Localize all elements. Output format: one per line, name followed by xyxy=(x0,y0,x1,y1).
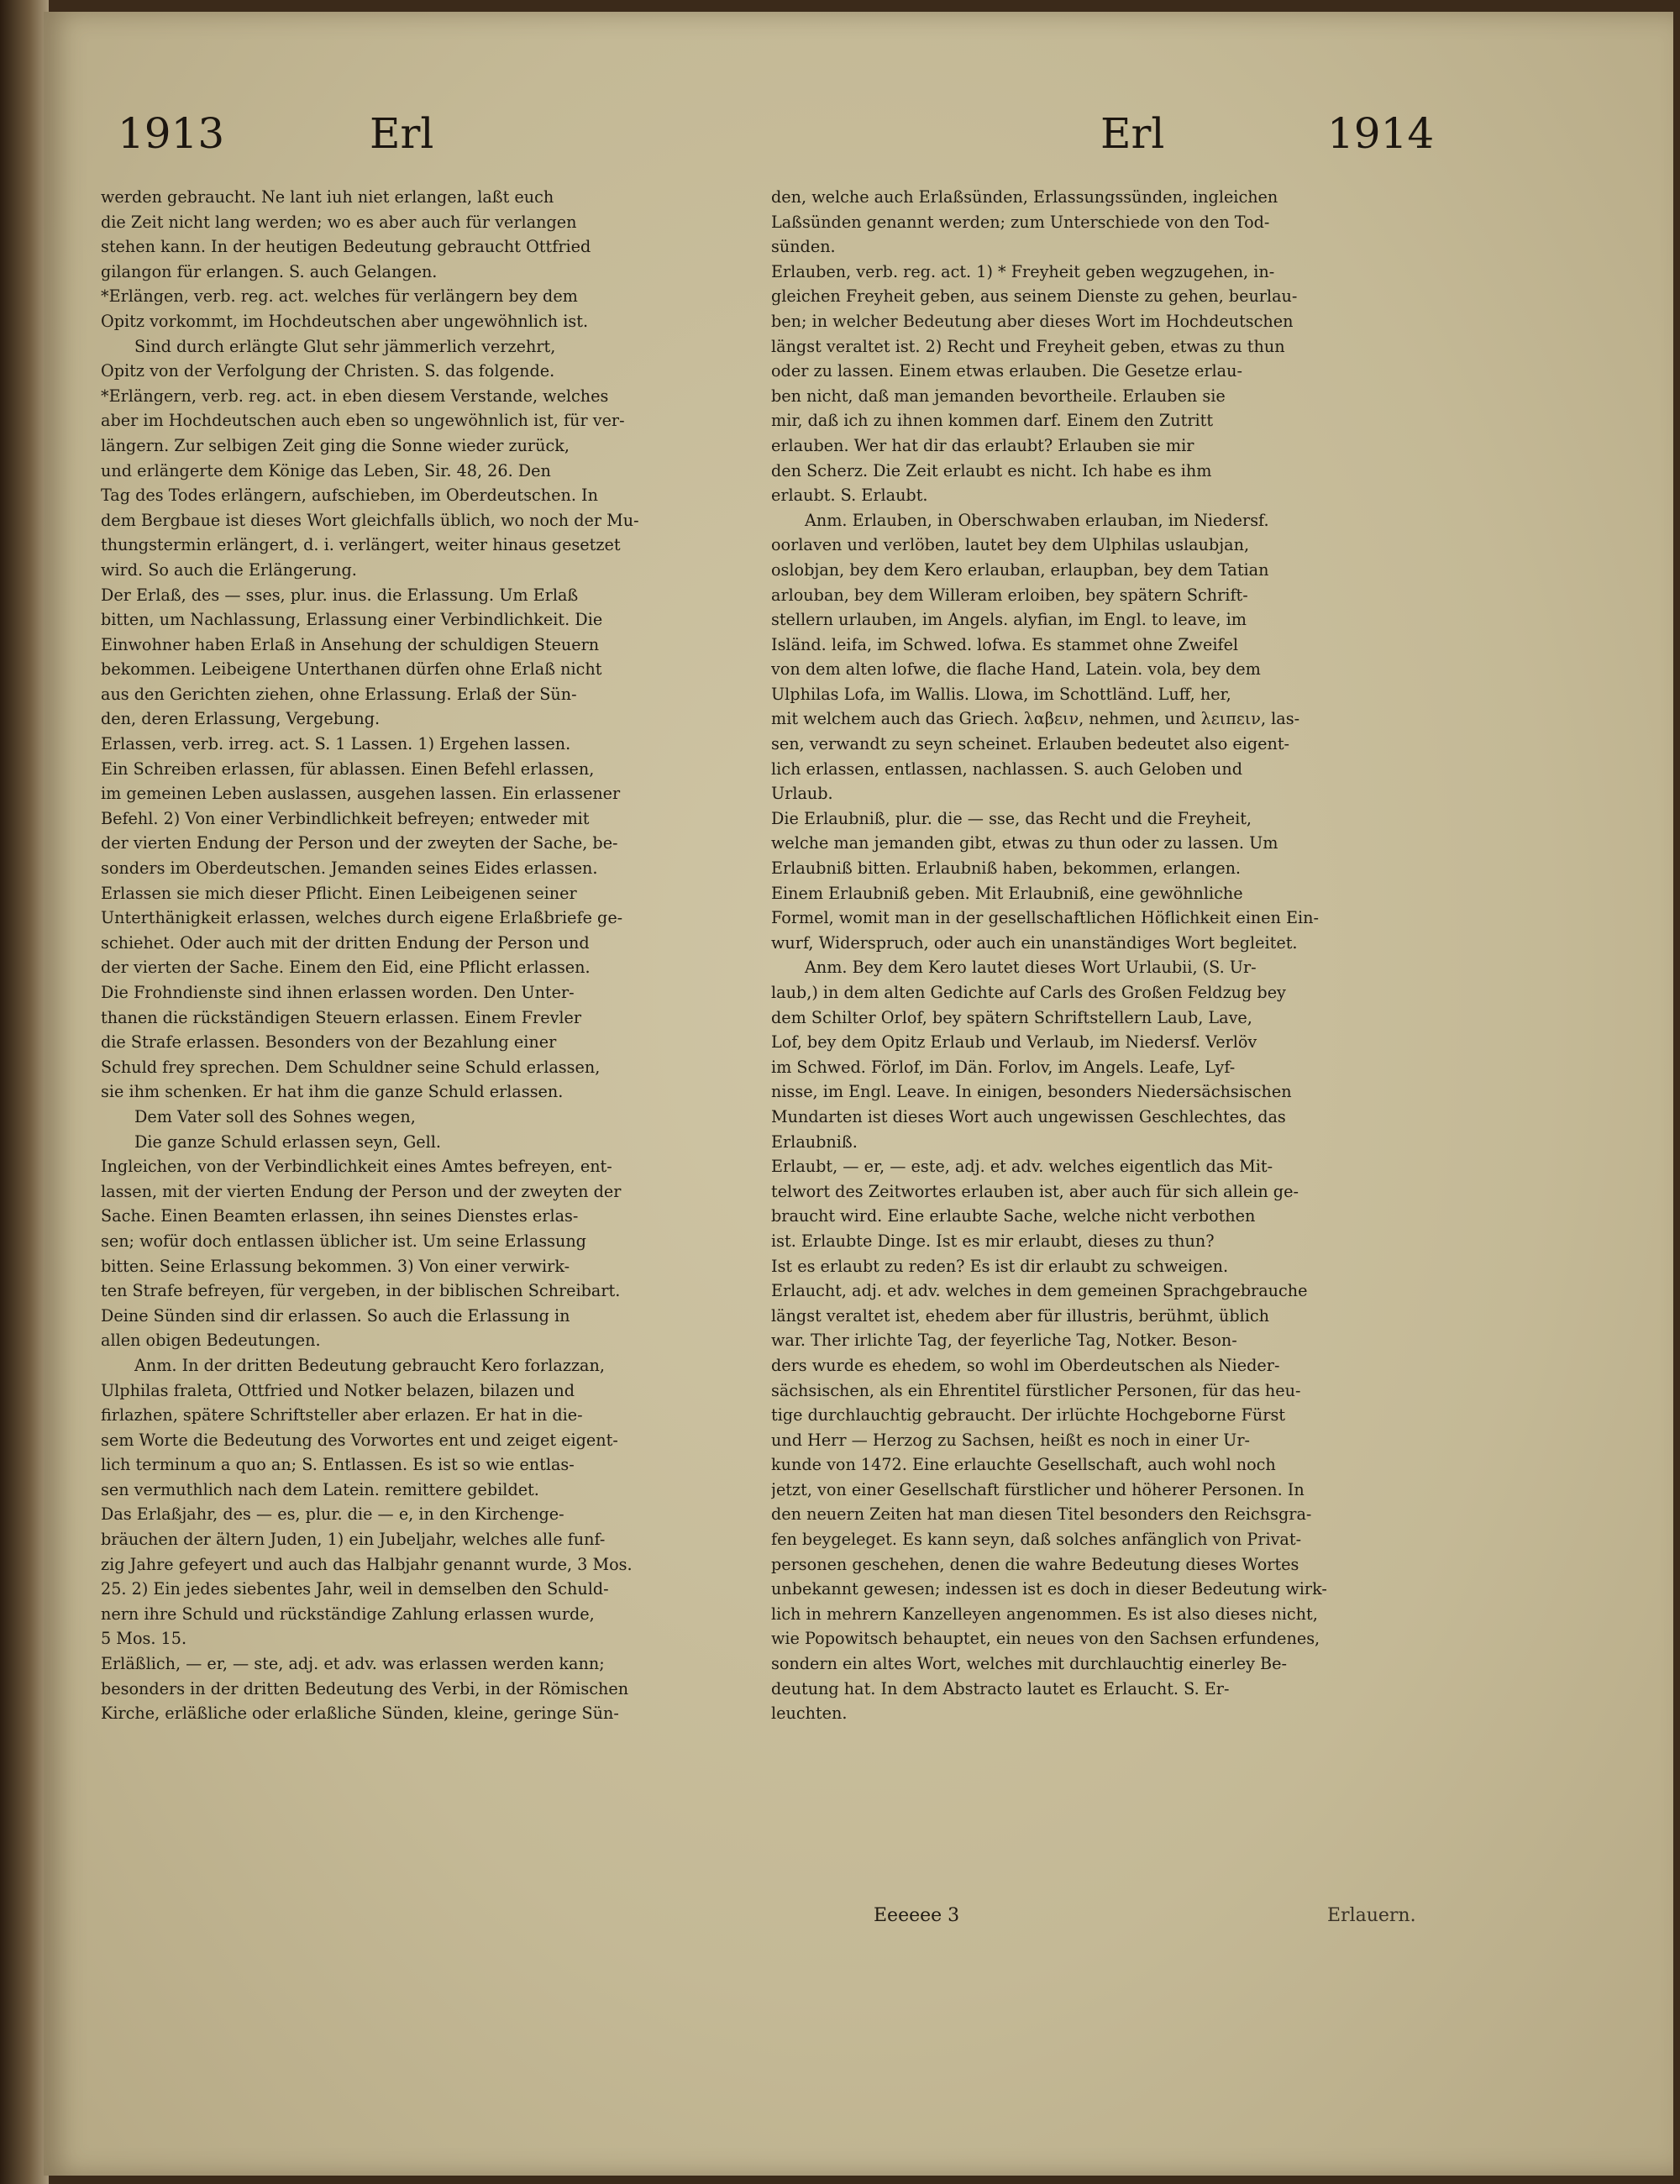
text-line: Kirche, erläßliche oder erlaßliche Sünden, kleine, geringe Sün- xyxy=(101,1704,619,1724)
text-line: schiehet. Oder auch mit der dritten Endung der Person und xyxy=(101,932,590,953)
text-line: sem Worte die Bedeutung des Vorwortes ent und zeiget eigent- xyxy=(101,1430,618,1450)
text-line: 25. 2) Ein jedes siebentes Jahr, weil in demselben den Schuld- xyxy=(101,1579,609,1599)
text-line: dem Bergbaue ist dieses Wort gleichfalls üblich, wo noch der Mu- xyxy=(101,510,639,530)
text-line: Anm. Bey dem Kero lautet dieses Wort Urlaubii, (S. Ur- xyxy=(805,958,1257,978)
text-line: Erläßlich, — er, — ste, adj. et adv. was erlassen werden kann; xyxy=(101,1654,605,1674)
text-line: stellern urlauben, im Angels. alyfian, im Engl. to leave, im xyxy=(771,610,1247,630)
text-line: Erlassen sie mich dieser Pflicht. Einen Leibeigenen seiner xyxy=(101,883,577,903)
text-line: Ein Schreiben erlassen, für ablassen. Einen Befehl erlassen, xyxy=(101,759,595,779)
text-line: Dem Vater soll des Sohnes wegen, xyxy=(134,1106,416,1126)
text-line: Tag des Todes erlängern, aufschieben, im Oberdeutschen. In xyxy=(101,486,598,506)
text-line: sen, verwandt zu seyn scheinet. Erlauben bedeutet also eigent- xyxy=(771,734,1290,754)
text-line: besonders in der dritten Bedeutung des Verbi, in der Römischen xyxy=(101,1678,629,1698)
text-line: längst veraltet ist. 2) Recht und Freyheit geben, etwas zu thun xyxy=(771,336,1285,356)
text-line: oder zu lassen. Einem etwas erlauben. Die Gesetze erlau- xyxy=(771,361,1242,381)
text-line: nisse, im Engl. Leave. In einigen, besonders Niedersächsischen xyxy=(771,1082,1292,1102)
text-line: sächsischen, als ein Ehrentitel fürstlicher Personen, für das heu- xyxy=(771,1380,1301,1400)
text-line: wie Popowitsch behauptet, ein neues von den Sachsen erfundenes, xyxy=(771,1629,1320,1649)
text-line: ist. Erlaubte Dinge. Ist es mir erlaubt, dieses zu thun? xyxy=(771,1231,1215,1251)
text-line: ten Strafe befreyen, für vergeben, in der biblischen Schreibart. xyxy=(101,1281,621,1301)
text-line: aber im Hochdeutschen auch eben so ungewöhnlich ist, für ver- xyxy=(101,411,625,431)
text-line: deutung hat. In dem Abstracto lautet es Erlaucht. S. Er- xyxy=(771,1678,1230,1698)
text-line: mir, daß ich zu ihnen kommen darf. Einem den Zutritt xyxy=(771,411,1214,431)
text-line: sen vermuthlich nach dem Latein. remittere gebildet. xyxy=(101,1479,539,1499)
text-line: jetzt, von einer Gesellschaft fürstlicher und höherer Personen. In xyxy=(771,1479,1305,1499)
text-line: lassen, mit der vierten Endung der Person und der zweyten der xyxy=(101,1181,622,1201)
text-line: 5 Mos. 15. xyxy=(101,1629,187,1649)
text-line: personen geschehen, denen die wahre Bedeutung dieses Wortes xyxy=(771,1554,1299,1574)
text-line: Das Erlaßjahr, des — es, plur. die — e, in den Kirchenge- xyxy=(101,1504,564,1525)
text-line: sonders im Oberdeutschen. Jemanden seines Eides erlassen. xyxy=(101,858,598,879)
text-line: stehen kann. In der heutigen Bedeutung gebraucht Ottfried xyxy=(101,237,591,257)
text-line: Die ganze Schuld erlassen seyn, Gell. xyxy=(134,1131,442,1152)
text-line: wird. So auch die Erlängerung. xyxy=(101,559,357,580)
text-line: mit welchem auch das Griech. λαβειν, nehmen, und λειπειν, las- xyxy=(771,709,1300,729)
text-line: von dem alten lofwe, die flache Hand, Latein. vola, bey dem xyxy=(771,659,1261,680)
text-line: die Zeit nicht lang werden; wo es aber auch für verlangen xyxy=(101,212,577,232)
text-line: oslobjan, bey dem Kero erlauban, erlaupban, bey dem Tatian xyxy=(771,559,1269,580)
text-line: braucht wird. Eine erlaubte Sache, welche nicht verbothen xyxy=(771,1206,1256,1226)
text-line: thanen die rückständigen Steuern erlassen. Einem Frevler xyxy=(101,1007,582,1027)
text-line: ben nicht, daß man jemanden bevortheile. Erlauben sie xyxy=(771,386,1226,406)
text-line: bitten. Seine Erlassung bekommen. 3) Von einer verwirk- xyxy=(101,1256,570,1276)
text-line: zig Jahre gefeyert und auch das Halbjahr genannt wurde, 3 Mos. xyxy=(101,1554,633,1574)
text-line: werden gebraucht. Ne lant iuh niet erlangen, laßt euch xyxy=(101,187,554,207)
text-line: den neuern Zeiten hat man diesen Titel besonders den Reichsgra- xyxy=(771,1504,1312,1525)
left-column xyxy=(101,185,785,1726)
text-line: laub,) in dem alten Gedichte auf Carls des Großen Feldzug bey xyxy=(771,983,1286,1002)
column-heading-left: Erl xyxy=(370,109,434,158)
text-line: Erlauben, verb. reg. act. 1) * Freyheit geben wegzugehen, in- xyxy=(771,261,1275,281)
text-line: lich terminum a quo an; S. Entlassen. Es ist so wie entlas- xyxy=(101,1455,575,1475)
text-line: Unterthänigkeit erlassen, welches durch eigene Erlaßbriefe ge- xyxy=(101,908,623,928)
text-line: Die Frohndienste sind ihnen erlassen worden. Den Unter- xyxy=(101,983,575,1002)
text-line: Anm. Erlauben, in Oberschwaben erlauban, im Niedersf. xyxy=(805,510,1269,530)
text-line: sondern ein altes Wort, welches mit durchlauchtig einerley Be- xyxy=(771,1654,1287,1674)
text-line: lich erlassen, entlassen, nachlassen. S. auch Geloben und xyxy=(771,759,1242,779)
text-line: Opitz vorkommt, im Hochdeutschen aber ungewöhnlich ist. xyxy=(101,311,589,331)
text-line: arlouban, bey dem Willeram erloiben, bey spätern Schrift- xyxy=(771,585,1248,605)
signature-mark: Eeeeee 3 xyxy=(874,1905,960,1926)
text-line: Befehl. 2) Von einer Verbindlichkeit befreyen; entweder mit xyxy=(101,808,590,828)
text-line: wurf, Widerspruch, oder auch ein unanständiges Wort begleitet. xyxy=(771,932,1298,953)
text-line: Der Erlaß, des — sses, plur. inus. die Erlassung. Um Erlaß xyxy=(101,585,579,605)
text-line: Ulphilas fraleta, Ottfried und Notker belazen, bilazen und xyxy=(101,1380,575,1400)
text-line: erlaubt. S. Erlaubt. xyxy=(771,486,928,506)
text-line: den Scherz. Die Zeit erlaubt es nicht. Ich habe es ihm xyxy=(771,460,1212,480)
text-line: tige durchlauchtig gebraucht. Der irlüchte Hochgeborne Fürst xyxy=(771,1405,1285,1425)
text-line: Laßsünden genannt werden; zum Unterschiede von den Tod- xyxy=(771,212,1270,232)
text-line: welche man jemanden gibt, etwas zu thun oder zu lassen. Um xyxy=(771,833,1278,853)
text-line: fen beygeleget. Es kann seyn, daß solches anfänglich von Privat- xyxy=(771,1530,1302,1550)
text-line: oorlaven und verlöben, lautet bey dem Ulphilas uslaubjan, xyxy=(771,535,1250,555)
text-line: thungstermin erlängert, d. i. verlängert, weiter hinaus gesetzet xyxy=(101,535,621,555)
text-line: Erlaucht, adj. et adv. welches in dem gemeinen Sprachgebrauche xyxy=(771,1281,1308,1301)
text-line: aus den Gerichten ziehen, ohne Erlassung. Erlaß der Sün- xyxy=(101,684,577,704)
text-line: ders wurde es ehedem, so wohl im Oberdeutschen als Nieder- xyxy=(771,1355,1280,1375)
text-line: gleichen Freyheit geben, aus seinem Dienste zu gehen, beurlau- xyxy=(771,286,1298,307)
text-line: ben; in welcher Bedeutung aber dieses Wort im Hochdeutschen xyxy=(771,311,1294,331)
text-line: Opitz von der Verfolgung der Christen. S. das folgende. xyxy=(101,361,555,381)
text-line: firlazhen, spätere Schriftsteller aber erlazen. Er hat in die- xyxy=(101,1405,583,1425)
text-line: längst veraltet ist, ehedem aber für illustris, berühmt, üblich xyxy=(771,1305,1269,1326)
text-line: den, welche auch Erlaßsünden, Erlassungssünden, ingleichen xyxy=(771,187,1278,207)
text-line: Isländ. leifa, im Schwed. lofwa. Es stammet ohne Zweifel xyxy=(771,634,1239,654)
text-line: Schuld frey sprechen. Dem Schuldner seine Schuld erlassen, xyxy=(101,1057,601,1077)
text-line: Lof, bey dem Opitz Erlaub und Verlaub, im Niedersf. Verlöv xyxy=(771,1032,1257,1053)
text-line: *Erlängern, verb. reg. act. in eben diesem Verstande, welches xyxy=(101,386,609,406)
text-line: Sind durch erlängte Glut sehr jämmerlich verzehrt, xyxy=(134,336,556,356)
page-number-left: 1913 xyxy=(118,109,225,158)
text-line: Deine Sünden sind dir erlassen. So auch die Erlassung in xyxy=(101,1305,570,1326)
text-line: Sache. Einen Beamten erlassen, ihn seines Dienstes erlas- xyxy=(101,1206,579,1226)
text-line: sünden. xyxy=(771,237,836,257)
text-line: Formel, womit man in der gesellschaftlichen Höflichkeit einen Ein- xyxy=(771,908,1319,928)
text-line: unbekannt gewesen; indessen ist es doch in dieser Bedeutung wirk- xyxy=(771,1579,1327,1599)
text-line: Erlassen, verb. irreg. act. S. 1 Lassen. 1) Ergehen lassen. xyxy=(101,734,571,754)
text-line: gilangon für erlangen. S. auch Gelangen. xyxy=(101,261,438,281)
text-line: leuchten. xyxy=(771,1704,848,1724)
text-line: Erlaubniß bitten. Erlaubniß haben, bekommen, erlangen. xyxy=(771,858,1242,879)
text-line: im gemeinen Leben auslassen, ausgehen lassen. Ein erlassener xyxy=(101,784,621,804)
text-line: kunde von 1472. Eine erlauchte Gesellschaft, auch wohl noch xyxy=(771,1455,1276,1475)
text-line: den, deren Erlassung, Vergebung. xyxy=(101,709,381,729)
text-line: längern. Zur selbigen Zeit ging die Sonne wieder zurück, xyxy=(101,435,570,455)
text-line: bräuchen der ältern Juden, 1) ein Jubeljahr, welches alle funf- xyxy=(101,1530,606,1550)
text-line: dem Schilter Orlof, bey spätern Schriftstellern Laub, Lave, xyxy=(771,1007,1252,1027)
text-line: Urlaub. xyxy=(771,784,833,804)
text-line: Erlaubniß. xyxy=(771,1131,858,1152)
column-heading-right: Erl xyxy=(1100,109,1165,158)
text-line: sie ihm schenken. Er hat ihm die ganze Schuld erlassen. xyxy=(101,1082,564,1102)
text-line: bekommen. Leibeigene Unterthanen dürfen ohne Erlaß nicht xyxy=(101,659,602,680)
text-line: Ist es erlaubt zu reden? Es ist dir erlaubt zu schweigen. xyxy=(771,1256,1229,1276)
text-line: war. Ther irlichte Tag, der feyerliche Tag, Notker. Beson- xyxy=(771,1331,1237,1351)
text-line: der vierten Endung der Person und der zweyten der Sache, be- xyxy=(101,833,618,853)
text-line: bitten, um Nachlassung, Erlassung einer Verbindlichkeit. Die xyxy=(101,610,603,630)
text-line: Erlaubt, — er, — este, adj. et adv. welches eigentlich das Mit- xyxy=(771,1157,1273,1177)
text-line: *Erlängen, verb. reg. act. welches für verlängern bey dem xyxy=(101,286,578,307)
catchword: Erlauern. xyxy=(1327,1905,1416,1926)
text-line: im Schwed. Förlof, im Dän. Forlov, im Angels. Leafe, Lyf- xyxy=(771,1057,1236,1077)
text-line: Einwohner haben Erlaß in Ansehung der schuldigen Steuern xyxy=(101,634,600,654)
text-line: und erlängerte dem Könige das Leben, Sir. 48, 26. Den xyxy=(101,460,551,480)
text-line: der vierten der Sache. Einem den Eid, eine Pflicht erlassen. xyxy=(101,958,591,978)
text-line: allen obigen Bedeutungen. xyxy=(101,1331,321,1351)
text-line: lich in mehrern Kanzelleyen angenommen. Es ist also dieses nicht, xyxy=(771,1604,1318,1624)
text-line: Ingleichen, von der Verbindlichkeit eines Amtes befreyen, ent- xyxy=(101,1157,612,1177)
right-column xyxy=(771,185,1464,1726)
page-number-right: 1914 xyxy=(1327,109,1435,158)
text-line: Mundarten ist dieses Wort auch ungewissen Geschlechtes, das xyxy=(771,1106,1286,1126)
text-line: die Strafe erlassen. Besonders von der Bezahlung einer xyxy=(101,1032,557,1053)
book-spine xyxy=(0,0,49,2184)
text-line: und Herr — Herzog zu Sachsen, heißt es noch in einer Ur- xyxy=(771,1430,1251,1450)
text-line: Einem Erlaubniß geben. Mit Erlaubniß, eine gewöhnliche xyxy=(771,883,1243,903)
text-line: Anm. In der dritten Bedeutung gebraucht Kero forlazzan, xyxy=(134,1355,605,1375)
text-line: Die Erlaubniß, plur. die — sse, das Recht und die Freyheit, xyxy=(771,808,1252,828)
text-line: telwort des Zeitwortes erlauben ist, aber auch für sich allein ge- xyxy=(771,1181,1299,1201)
text-line: sen; wofür doch entlassen üblicher ist. Um seine Erlassung xyxy=(101,1231,586,1251)
text-line: erlauben. Wer hat dir das erlaubt? Erlauben sie mir xyxy=(771,435,1194,455)
text-line: nern ihre Schuld und rückständige Zahlung erlassen wurde, xyxy=(101,1604,595,1624)
text-line: Ulphilas Lofa, im Wallis. Llowa, im Schottländ. Luff, her, xyxy=(771,684,1231,704)
